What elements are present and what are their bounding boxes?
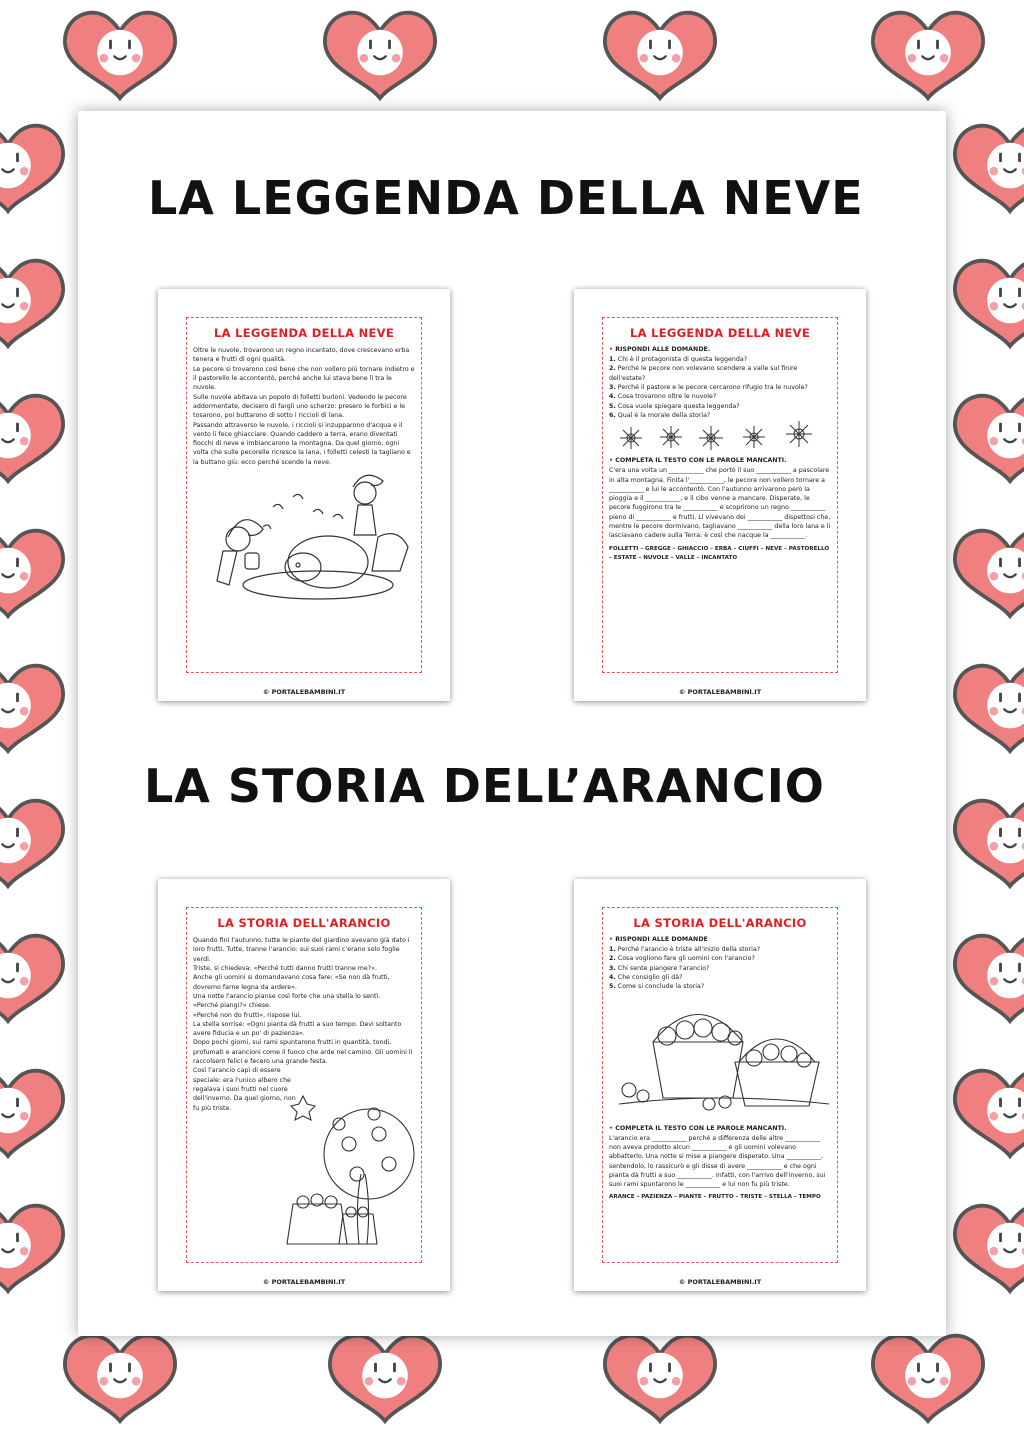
story-paragraph: Così l'arancio capì di essere speciale: era l'unico albero che regalava i suoi frutti nel cuore dell'inverno. Da quel giorno, non fu più triste.	[193, 1067, 296, 1112]
story-paragraph: Oltre le nuvole, trovarono un regno incantato, dove crescevano erba tenera e frutti di ogni qualità.	[193, 347, 410, 364]
question-item: 4. Che consiglio gli dà?	[609, 973, 683, 981]
question-item: 1. Perché l'arancio è triste all'inizio della storia?	[609, 946, 761, 953]
question-item: 2. Cosa vogliono fare gli uomini con l'arancio?	[609, 955, 755, 963]
question-list	[609, 355, 831, 420]
heart-face-icon	[955, 1071, 1024, 1156]
question-item: 5. Come si conclude la storia?	[609, 983, 705, 991]
heart-face-icon	[0, 801, 63, 886]
story-paragraph: Passando attraverso le nuvole, i riccioli si inzupparono d'acqua e il vento li fece ghiacciare. Quando caddero a terra, erano diventati fiocchi di neve e imbiancarono la montagna. Da quel giorno, ogni volta che sulle pecorelle ricresce la lana, i folletti celesti la tagliano e la buttano giù: ecco perché scende la neve.	[193, 421, 411, 466]
section-title-arancio: LA STORIA DELL’ARANCIO	[144, 759, 825, 813]
question-item: 2. Perché le pecore non volevano scendere a valle sul finire dell'estate?	[609, 365, 798, 382]
questions-heading: • RISPONDI ALLE DOMANDE.	[609, 346, 711, 353]
question-item: 3. Perché il pastore e le pecore cercarono rifugio tra le nuvole?	[609, 383, 808, 391]
worksheet-title: LA STORIA DELL'ARANCIO	[633, 916, 807, 930]
complete-heading: • COMPLETA IL TESTO CON LE PAROLE MANCANTI.	[609, 1124, 787, 1132]
dashed-frame	[186, 907, 422, 1263]
dashed-frame	[602, 907, 838, 1263]
dashed-frame	[186, 317, 422, 673]
story-paragraph: Anche gli uomini si domandavano cosa fare: «Se non dà frutti, dovremo farne legna da ardere».	[193, 974, 390, 991]
question-item: 3. Chi sente piangere l'arancio?	[609, 964, 710, 972]
worksheet-neve-exercises	[574, 289, 866, 701]
heart-face-icon	[955, 531, 1024, 616]
preview-sheet	[78, 111, 946, 1336]
heart-face-icon	[955, 261, 1024, 346]
orange-baskets-illustration	[609, 992, 833, 1122]
story-paragraph: Le pecore si trovarono così bene che non vollero più tornare indietro e il pastorello le accontentò, perché anche lui stava bene lì tra le nuvole.	[193, 365, 415, 392]
story-paragraph: La stella sorrise: «Ogni pianta dà frutti a suo tempo. Devi soltanto avere fiducia e un po' di pazienza».	[193, 1020, 402, 1038]
story-paragraph: Triste, si chiedeva: «Perché tutti danno frutti tranne me?».	[193, 964, 377, 972]
worksheet-title: LA STORIA DELL'ARANCIO	[217, 916, 391, 930]
heart-face-icon	[0, 1206, 63, 1291]
story-paragraph: Quando finì l'autunno, tutte le piante del giardino avevano già dato i loro frutti. Tutte, tranne l'arancio: sui suoi rami c'erano solo foglie verdi.	[193, 937, 410, 963]
story-text	[193, 936, 415, 1113]
worksheet-title: LA LEGGENDA DELLA NEVE	[629, 326, 811, 340]
heart-face-icon	[0, 936, 63, 1021]
heart-face-icon	[873, 1336, 983, 1421]
heart-face-icon	[0, 261, 63, 346]
heart-face-icon	[0, 126, 63, 211]
worksheet-arancio-story	[158, 879, 450, 1291]
question-list	[609, 945, 831, 992]
dashed-frame	[602, 317, 838, 673]
heart-face-icon	[325, 13, 435, 98]
question-item: 5. Cosa vuole spiegare questa leggenda?	[609, 402, 740, 410]
orange-tree-baskets-illustration	[279, 1094, 419, 1254]
cloze-text: C'era una volta un ___________ che portò il suo ___________ a pascolare in alta montagna. Finita l'___________, le pecore non vollero tornare a ___________ e lui le accontentò. Con l'autunno arrivarono però la pioggia e il ___________, e il cibo venne a mancare. Disperate, le pecore fuggirono tra le ___________ e scoprirono un regno ___________ pieno di ___________ e frutti. Lì vivevano dei ___________ dispettosi che, mentre le pecore dormivano, tagliavano ___________ della loro lana e li lasciavano cadere sulla Terra: è così che nacque la ___________.	[609, 467, 831, 540]
question-item: 4. Cosa trovarono oltre le nuvole?	[609, 393, 717, 401]
heart-face-icon	[955, 1206, 1024, 1291]
story-paragraph: Una notte l'arancio pianse così forte che una stella lo sentì.	[193, 992, 381, 1000]
heart-face-icon	[955, 396, 1024, 481]
story-paragraph: «Perché non do frutti», rispose lui.	[193, 1011, 302, 1019]
heart-face-icon	[65, 13, 175, 98]
cloze-text: L'arancio era ___________ perché a differenza delle altre ___________ non aveva prodotto alcun ___________ e gli uomini volevano abbatterlo. Una notte si mise a piangere disperato. Una ___________, sentendolo, lo rassicurò e gli disse di avere ___________ e che ogni pianta dà frutti a suo ___________. Infatti, con l'arrivo dell'inverno, sui suoi rami spuntarono le ___________ e lui non fu più triste.	[609, 1134, 826, 1189]
heart-face-icon	[0, 531, 63, 616]
worksheet-title: LA LEGGENDA DELLA NEVE	[213, 326, 395, 340]
heart-face-icon	[0, 396, 63, 481]
section-title-neve: LA LEGGENDA DELLA NEVE	[148, 171, 864, 225]
heart-face-icon	[0, 666, 63, 751]
heart-face-icon	[955, 666, 1024, 751]
copyright-footer: © PORTALEBAMBINI.IT	[262, 688, 346, 696]
story-paragraph: Dopo pochi giorni, sui rami spuntarono frutti in quantità, tondi, profumati e arancioni come il fuoco che arde nel camino. Gli uomini li raccolsero felici e fecero una grande festa.	[193, 1039, 413, 1066]
heart-face-icon	[955, 936, 1024, 1021]
word-bank: FOLLETTI – GREGGE – GHIACCIO – ERBA – CIUFFI – NEVE – PASTORELLO – ESTATE – NUVOLE – VALLE – INCANTATO	[609, 545, 830, 562]
copyright-footer: © PORTALEBAMBINI.IT	[678, 1278, 762, 1286]
heart-face-icon	[873, 13, 983, 98]
question-item: 1. Chi è il protagonista di questa leggenda?	[609, 356, 748, 363]
story-text	[193, 346, 415, 467]
elves-sheep-illustration	[193, 467, 417, 607]
copyright-footer: © PORTALEBAMBINI.IT	[262, 1278, 346, 1286]
heart-face-icon	[605, 13, 715, 98]
complete-heading: • COMPLETA IL TESTO CON LE PAROLE MANCANTI.	[609, 457, 787, 465]
heart-face-icon	[955, 126, 1024, 211]
question-item: 6. Qual è la morale della storia?	[609, 411, 711, 419]
story-paragraph: Sulle nuvole abitava un popolo di folletti burloni. Vedendo le pecore addormentate, decisero di fargli uno scherzo: presero le forbici e le tosarono, poi buttarono di sotto i riccioli di lana.	[193, 393, 407, 420]
snowflakes-illustration	[609, 420, 833, 454]
word-bank: ARANCE – PAZIENZA – PIANTE – FRUTTO – TRISTE – STELLA – TEMPO	[609, 1194, 821, 1201]
heart-face-icon	[65, 1336, 175, 1421]
heart-face-icon	[605, 1336, 715, 1421]
story-paragraph: «Perché piangi?» chiese.	[193, 1002, 271, 1010]
heart-face-icon	[0, 1071, 63, 1156]
copyright-footer: © PORTALEBAMBINI.IT	[678, 688, 762, 696]
heart-face-icon	[330, 1336, 440, 1421]
questions-heading: • RISPONDI ALLE DOMANDE	[609, 936, 708, 943]
heart-face-icon	[955, 801, 1024, 886]
worksheet-arancio-exercises	[574, 879, 866, 1291]
worksheet-neve-story	[158, 289, 450, 701]
